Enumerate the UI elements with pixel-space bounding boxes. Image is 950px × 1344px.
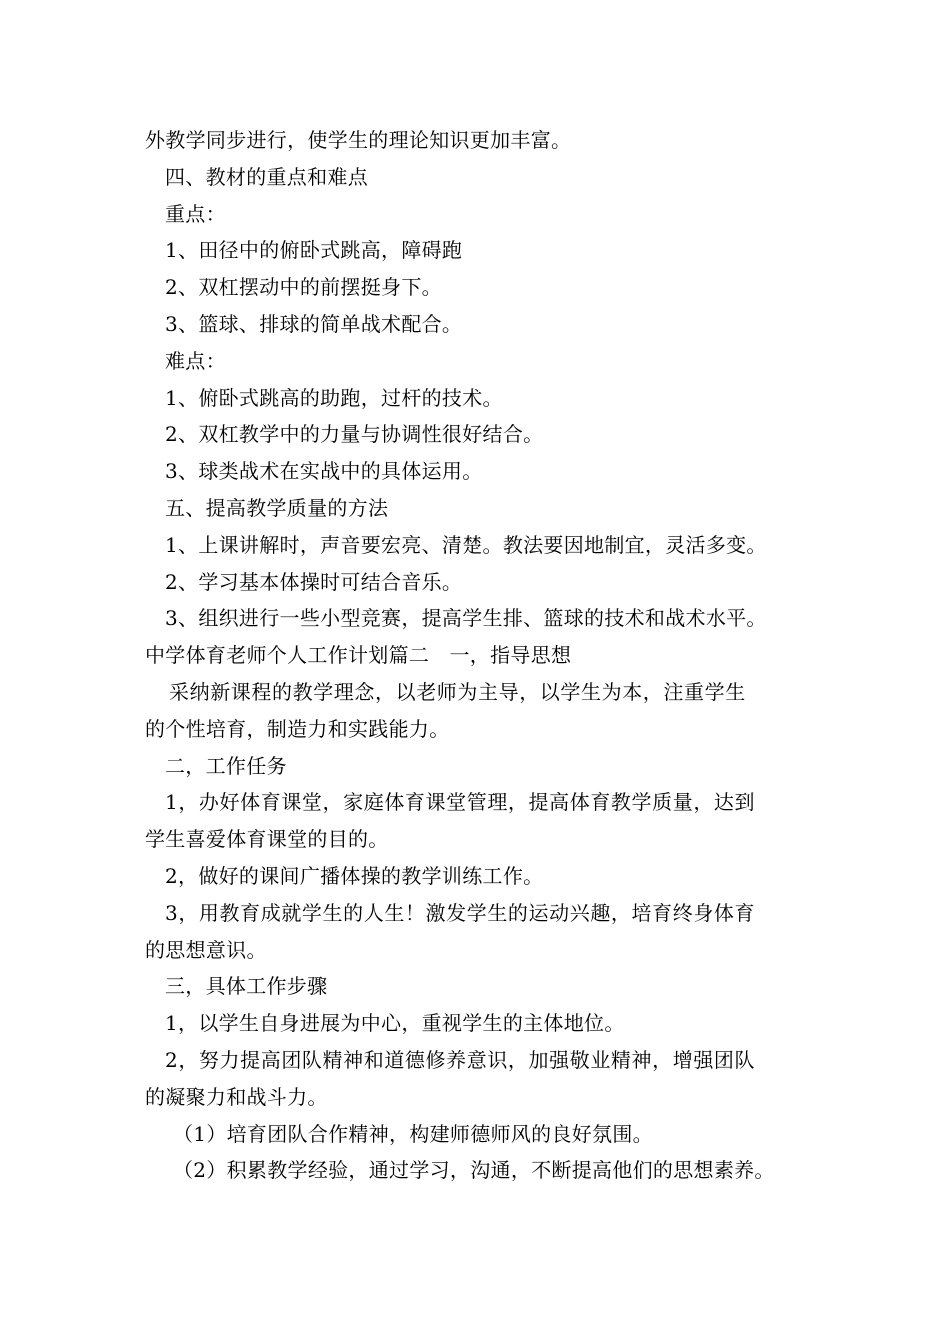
list-item: 1、上课讲解时，声音要宏亮、清楚。教法要因地制宜，灵活多变。	[165, 532, 767, 557]
list-item: 2，努力提高团队精神和道德修养意识，加强敬业精神，增强团队	[165, 1047, 756, 1072]
paragraph-line: 的个性培育，制造力和实践能力。	[145, 716, 450, 741]
list-item: 2、双杠教学中的力量与协调性很好结合。	[165, 422, 544, 447]
paragraph-line: 外教学同步进行，使学生的理论知识更加丰富。	[145, 128, 572, 152]
list-item: 1、田径中的俯卧式跳高，障碍跑	[165, 238, 463, 263]
list-item: 3、篮球、排球的简单战术配合。	[165, 311, 463, 336]
section-heading: 五、提高教学质量的方法	[165, 495, 389, 520]
paragraph-line: 采纳新课程的教学理念，以老师为主导，以学生为本，注重学生	[169, 679, 746, 704]
list-item: （2）积累教学经验，通过学习，沟通，不断提高他们的思想素养。	[173, 1158, 775, 1183]
list-item: 1，以学生自身进展为中心，重视学生的主体地位。	[165, 1011, 625, 1036]
paragraph-line: 的凝聚力和战斗力。	[145, 1084, 328, 1109]
paragraph-line: 的思想意识。	[145, 937, 267, 962]
article-title-line: 中学体育老师个人工作计划篇二 一，指导思想	[145, 643, 572, 668]
list-item: 2、学习基本体操时可结合音乐。	[165, 569, 463, 594]
section-heading: 三，具体工作步骤	[165, 974, 328, 999]
subheading-key-points: 重点：	[165, 201, 226, 226]
section-heading: 四、教材的重点和难点	[165, 164, 368, 189]
list-item: 1、俯卧式跳高的助跑，过杆的技术。	[165, 385, 503, 410]
list-item: 2，做好的课间广播体操的教学训练工作。	[165, 863, 544, 888]
paragraph-line: 学生喜爱体育课堂的目的。	[145, 827, 389, 852]
list-item: 3、组织进行一些小型竞赛，提高学生排、篮球的技术和战术水平。	[165, 606, 767, 631]
section-heading: 二，工作任务	[165, 753, 287, 778]
list-item: 2、双杠摆动中的前摆挺身下。	[165, 275, 442, 300]
list-item: 3，用教育成就学生的人生！激发学生的运动兴趣，培育终身体育	[165, 900, 756, 925]
list-item: 3、球类战术在实战中的具体运用。	[165, 459, 483, 484]
subheading-difficulties: 难点：	[165, 348, 226, 373]
document-body	[145, 122, 825, 1189]
list-item: 1，办好体育课堂，家庭体育课堂管理，提高体育教学质量，达到	[165, 790, 756, 815]
list-item: （1）培育团队合作精神，构建师德师风的良好氛围。	[173, 1121, 653, 1146]
